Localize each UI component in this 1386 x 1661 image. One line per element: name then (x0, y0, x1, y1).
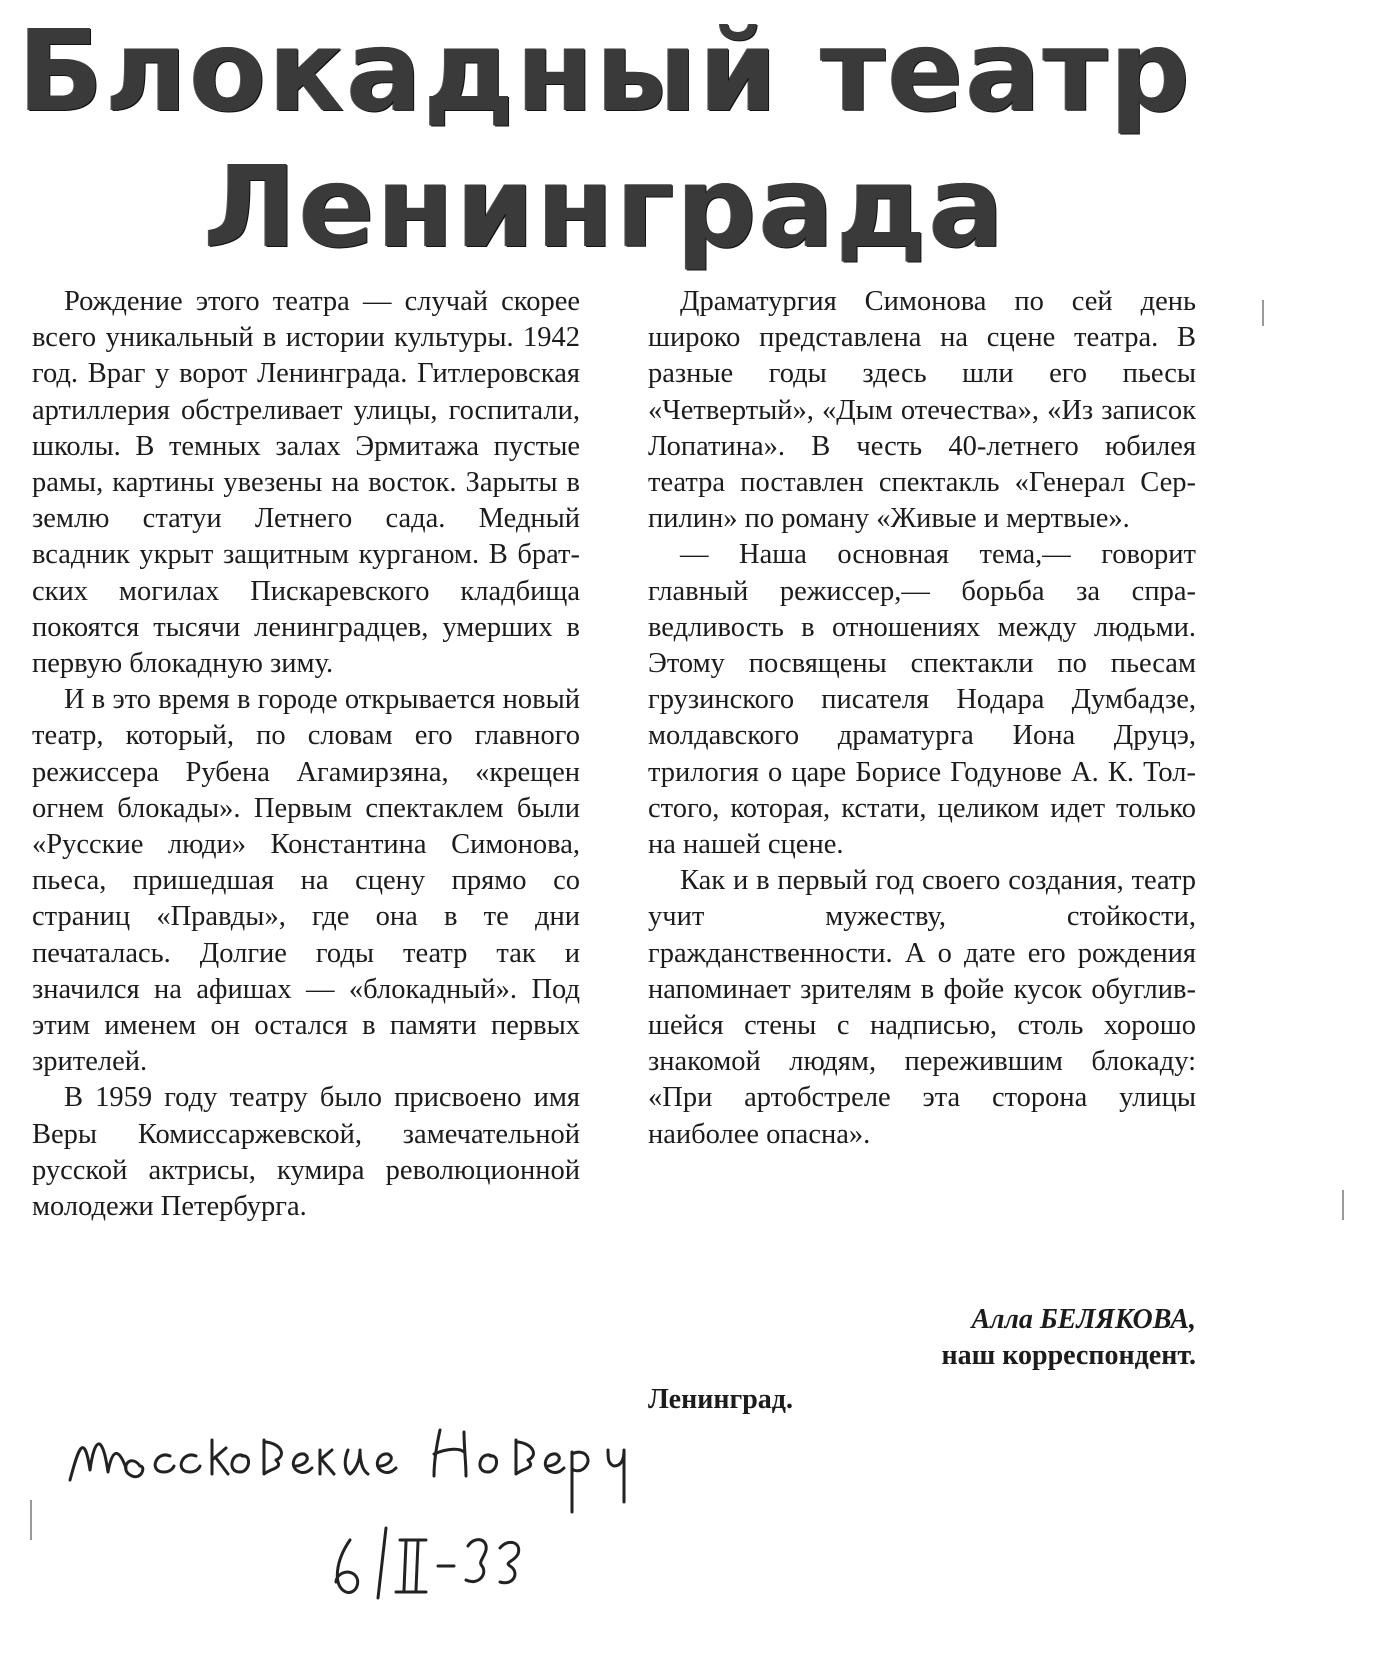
paragraph: В 1959 году театру было присвоено имя Веры Комиссаржевской, замечательной русской актрисы, кумира революционной молодежи Петербурга. (32, 1082, 580, 1223)
handwriting-drawing (60, 1410, 780, 1640)
paragraph: И в это время в городе открывается новый театр, который, по словам его главного режиссера Рубена Агамирзяна, «крещен огнем блокады». Первым спектаклем были «Русские люди» Константина Симонова, пьеса, пришедшая на сцену прямо со страниц «Правды», где она в те дни печаталась. Долгие годы театр так и значился на афишах — «блокадный». Под этим именем он остался в памяти первых зрителей. (32, 684, 580, 1078)
author-role: наш корреспондент. (941, 1340, 1196, 1371)
left-column (32, 284, 580, 1225)
headline (0, 4, 1210, 276)
paragraph: Как и в первый год своего создания, театр учит мужеству, стойкости, гражданственности. А о дате его рождения напоминает зрителям в фойе кусок обуглившейся стены с надписью, столь хорошо знакомой людям, пережившим блокаду: «При артобстреле эта сторона улицы наиболее опасна». (648, 865, 1196, 1150)
scan-artifact (1262, 300, 1264, 326)
byline (648, 1302, 1196, 1418)
paragraph: — Наша основная тема,— говорит главный режиссер,— борьба за справедливость в отношениях между людьми. Этому посвящены спектакли по пьесам грузинского писателя Нодара Думбадзе, молдавского драматурга Иона Друцэ, трилогия о царе Борисе Годунове А. К. Толстого, которая, кстати, целиком идет только на нашей сцене. (648, 539, 1196, 861)
author-name: Алла БЕЛЯКОВА, (971, 1304, 1196, 1335)
headline-line-2: Ленинграда (203, 143, 1007, 273)
headline-line-1: Блокадный театр (17, 7, 1193, 137)
right-column (648, 284, 1196, 1153)
scan-artifact (1342, 1190, 1344, 1220)
dateline: Ленинград. (648, 1384, 793, 1415)
scan-artifact (30, 1500, 32, 1540)
handwritten-note (60, 1410, 780, 1640)
paragraph: Рождение этого театра — случай скорее всего уникальный в истории культуры. 1942 год. Враг у ворот Ленинграда. Гитлеровская артиллерия обстреливает улицы, госпитали, школы. В темных залах Эрмитажа пустые рамы, картины увезены на восток. Зарыты в землю статуи Летнего сада. Медный всадник укрыт защитным курганом. В братских могилах Пискаревского кладбища покоятся тысячи ленинградцев, умерших в первую блокадную зиму. (32, 286, 580, 680)
paragraph: Драматургия Симонова по сей день широко представлена на сцене театра. В разные годы здесь шли его пьесы «Четвертый», «Дым отечества», «Из записок Лопатина». В честь 40-летнего юбилея театра поставлен спектакль «Генерал Серпилин» по роману «Живые и мертвые». (648, 286, 1196, 535)
